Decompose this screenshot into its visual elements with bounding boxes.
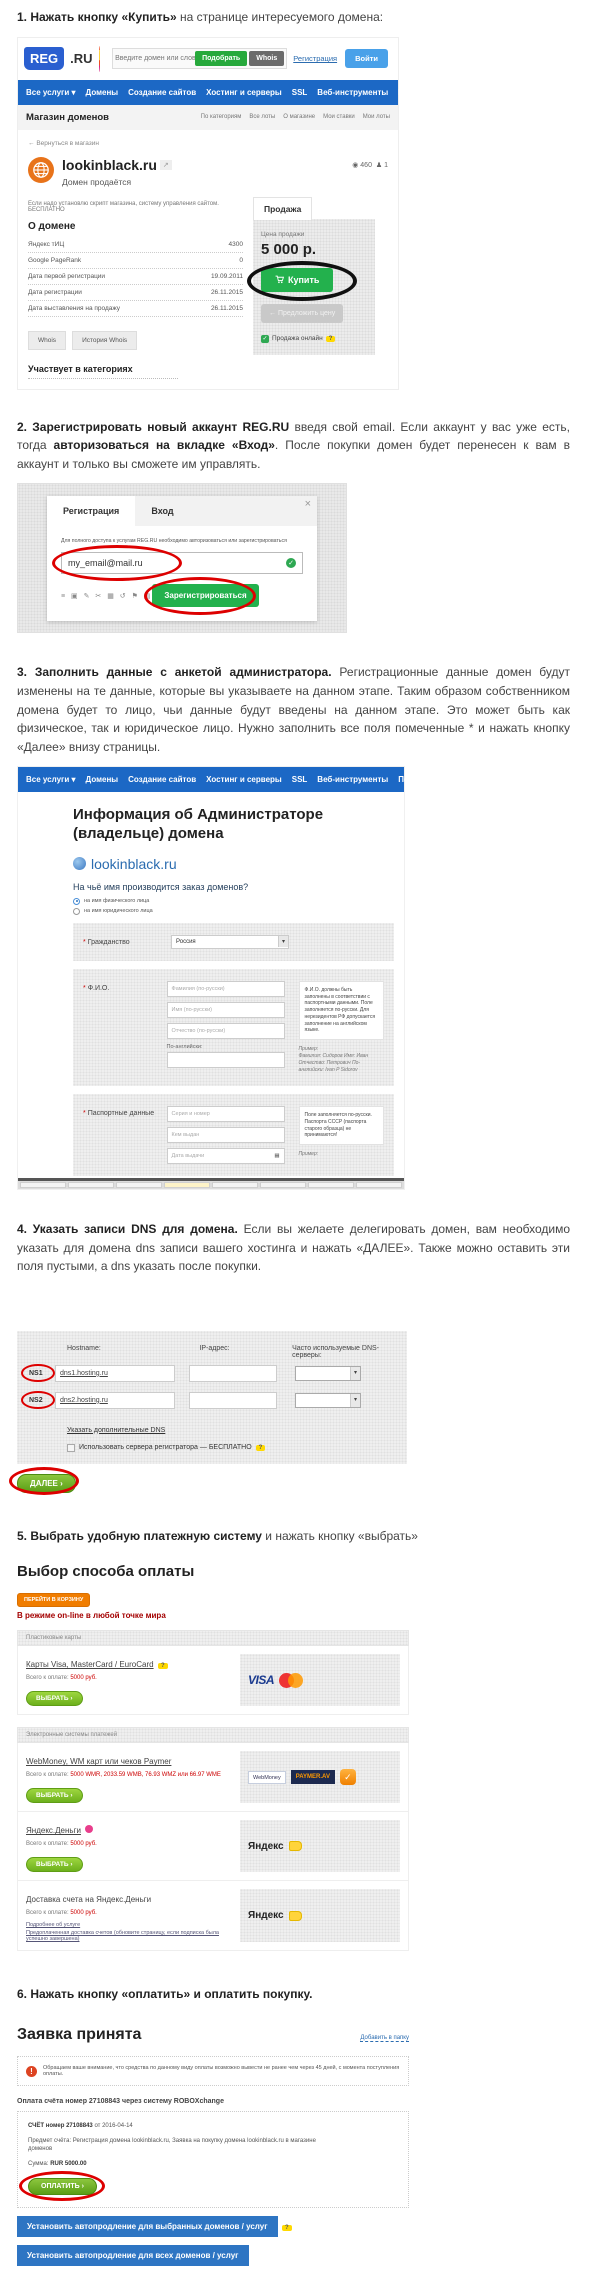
tab-register[interactable]: Регистрация bbox=[47, 496, 135, 526]
table-row bbox=[28, 269, 243, 285]
help-question-icon[interactable]: ? bbox=[256, 1445, 266, 1451]
payment-title: Выбор способа оплаты bbox=[17, 1563, 195, 1581]
yandex-money-icon bbox=[289, 1841, 302, 1851]
ns2-hostname-input[interactable] bbox=[55, 1392, 175, 1409]
radio-company-label: на имя юридического лица bbox=[84, 908, 153, 915]
ns1-value: dns1.hosting.ru bbox=[60, 1369, 108, 1377]
webmoney-method-link[interactable]: WebMoney, WM карт или чеков Paymer bbox=[26, 1757, 172, 1767]
row-label: Дата первой регистрации bbox=[28, 272, 106, 280]
tab-login[interactable]: Вход bbox=[151, 506, 174, 517]
row-label: Дата регистрации bbox=[28, 288, 82, 296]
row-label: Дата выставления на продажу bbox=[28, 304, 121, 312]
globe-glyph bbox=[32, 161, 50, 179]
ns2-value: dns2.hosting.ru bbox=[60, 1396, 108, 1404]
register-link[interactable]: Регистрация bbox=[293, 54, 338, 64]
invoice-amount-line bbox=[28, 2160, 328, 2169]
email-value: my_email@mail.ru bbox=[68, 558, 143, 569]
warning-icon: ! bbox=[26, 2066, 37, 2077]
nav-all-services[interactable]: Все услуги ▾ bbox=[26, 87, 76, 97]
yandex-money-icon bbox=[289, 1911, 302, 1921]
buy-button-label: Купить bbox=[288, 274, 320, 285]
passport-label: Паспортные данные bbox=[87, 1110, 155, 1118]
e-payments-section-label: Электронные системы платежей bbox=[17, 1727, 409, 1743]
admin-domain-name: lookinblack.ru bbox=[91, 855, 177, 872]
online-label: Продажа онлайн bbox=[272, 335, 323, 343]
nav-support-truncated[interactable]: Под bbox=[398, 775, 414, 785]
select-arrow-icon: › bbox=[70, 1792, 73, 1800]
citizenship-value: Россия bbox=[176, 938, 196, 945]
total-value: 5000 руб. bbox=[70, 1841, 97, 1848]
domain-search-input[interactable] bbox=[115, 55, 195, 62]
sale-panel bbox=[253, 197, 375, 379]
next-button[interactable] bbox=[17, 1474, 76, 1493]
invoice-subject-label: Предмет счёта: bbox=[28, 2137, 72, 2144]
go-to-cart-button[interactable]: ПЕРЕЙТИ В КОРЗИНУ bbox=[17, 1593, 90, 1607]
whois-button[interactable]: Whois bbox=[28, 331, 66, 350]
step-2-text bbox=[17, 418, 570, 474]
yandex-money-link[interactable]: Яндекс.Деньги bbox=[26, 1826, 81, 1836]
cropped-table-strip bbox=[18, 1181, 404, 1189]
payment-line: Оплата счёта номер 27108843 через систему ROBOXchange bbox=[17, 2098, 224, 2106]
views-icon: ◉ bbox=[352, 161, 359, 169]
fio-help-text: Ф.И.О. должны быть заполнены в соответствии с паспортными данными. Поле заполняется по-русски. Для нерезидентов РФ допускается заполнение на английском языке. bbox=[299, 981, 384, 1040]
mastercard-logo-icon bbox=[279, 1673, 303, 1688]
row-label: Яндекс тИЦ bbox=[28, 240, 65, 248]
pay-button-label: ОПЛАТИТЬ bbox=[41, 2182, 80, 2190]
anniversary-badge-icon bbox=[99, 46, 101, 72]
invoice-date-prefix: от bbox=[94, 2123, 101, 2130]
subnav-about-shop[interactable]: О магазине bbox=[283, 114, 316, 121]
total-value: 5000 руб. bbox=[70, 1675, 97, 1682]
nav-domains[interactable]: Домены bbox=[85, 775, 119, 785]
paymer-logo: PAYMER.AV bbox=[291, 1770, 335, 1784]
person-icon: ♟ bbox=[375, 161, 383, 169]
shop-title: Магазин доменов bbox=[26, 111, 110, 123]
total-value: 5000 WMR, 2033.59 WMB, 76.93 WMZ или 66.97 WME bbox=[70, 1772, 221, 1779]
step-1-text bbox=[17, 8, 570, 27]
fio-label: Ф.И.О. bbox=[87, 984, 110, 992]
total-label: Всего к оплате: bbox=[26, 1675, 69, 1682]
bids-count: 1 bbox=[384, 161, 388, 169]
total-label: Всего к оплате: bbox=[26, 1772, 69, 1779]
registrar-servers-checkbox[interactable] bbox=[67, 1444, 75, 1452]
yandex-logo: Яндекс bbox=[248, 1840, 284, 1852]
step-1-rest: на странице интересуемого домена: bbox=[176, 10, 384, 24]
main-nav bbox=[18, 767, 414, 792]
select-webmoney-button[interactable] bbox=[26, 1788, 83, 1803]
close-icon[interactable]: × bbox=[304, 498, 311, 511]
domain-stats bbox=[352, 157, 388, 169]
warning-box bbox=[17, 2056, 409, 2086]
step-1-bold: 1. Нажать кнопку «Купить» bbox=[17, 10, 177, 24]
invoice-title: Заявка принята bbox=[17, 2026, 142, 2044]
hostname-column-label: Hostname: bbox=[67, 1344, 101, 1352]
registrar-servers-label: Использовать сервера регистратора — БЕСПЛАТНО bbox=[79, 1444, 252, 1452]
whois-header-button[interactable]: Whois bbox=[249, 51, 284, 66]
add-to-folder-link[interactable]: Добавить в папку bbox=[360, 2035, 409, 2042]
email-field[interactable] bbox=[61, 552, 303, 574]
table-row bbox=[28, 253, 243, 269]
regru-logo: REG bbox=[24, 47, 64, 70]
regru-logo-suffix: .RU bbox=[70, 51, 93, 67]
admin-form-title: Информация об Администраторе (владельце) домена bbox=[73, 806, 324, 843]
visa-logo: VISA bbox=[248, 1673, 275, 1688]
visa-method-link[interactable]: Карты Visa, MasterCard / EuroCard bbox=[26, 1660, 154, 1670]
table-row bbox=[28, 285, 243, 301]
next-arrow-icon: › bbox=[60, 1478, 63, 1488]
nav-hosting[interactable]: Хостинг и серверы bbox=[206, 775, 282, 785]
chevron-down-icon: ▾ bbox=[350, 1394, 360, 1407]
invoice-amount-label: Сумма: bbox=[28, 2161, 49, 2168]
step-6-bold: 6. Нажать кнопку «оплатить» и оплатить покупку. bbox=[17, 1987, 313, 2002]
pay-button[interactable] bbox=[28, 2178, 97, 2195]
offer-price-button[interactable] bbox=[261, 304, 343, 323]
passport-example-title: Пример: bbox=[298, 1151, 319, 1158]
payment-row-yandex bbox=[17, 1812, 409, 1881]
extra-dns-link[interactable]: Указать дополнительные DNS bbox=[67, 1426, 166, 1434]
back-link-label: Вернуться в магазин bbox=[36, 139, 99, 147]
fio-box bbox=[73, 969, 394, 1086]
ns2-label bbox=[29, 1397, 55, 1404]
screenshot-dns-form bbox=[17, 1331, 407, 1493]
buy-button[interactable] bbox=[261, 268, 333, 292]
valid-check-icon: ✓ bbox=[286, 558, 296, 568]
ns1-hostname-input[interactable] bbox=[55, 1365, 175, 1382]
common-dns-column-label: Часто используемые DNS-серверы: bbox=[292, 1344, 379, 1359]
row-value: 26.11.2015 bbox=[210, 288, 243, 296]
step-2-bold: 2. Зарегистрировать новый аккаунт REG.RU bbox=[17, 419, 290, 434]
nav-site-builder[interactable]: Создание сайтов bbox=[128, 775, 197, 785]
order-name-question: На чьё имя производится заказ доменов? bbox=[73, 881, 249, 892]
yandex-logo: Яндекс bbox=[248, 1910, 284, 1922]
step-2-bold2: авторизоваться на вкладке «Вход» bbox=[53, 438, 275, 453]
webmoney-logo-text: WebMoney bbox=[253, 1774, 281, 1781]
row-value: 4300 bbox=[228, 240, 243, 248]
external-link-icon[interactable]: ↗ bbox=[160, 160, 172, 170]
invoice-number: 27108843 bbox=[66, 2123, 93, 2130]
prepaid-delivery-link[interactable]: Предоплаченная доставка счетов (обновите страницу, если подписка была успешно завершена) bbox=[26, 1930, 219, 1943]
chevron-down-icon: ▾ bbox=[278, 936, 288, 947]
total-label: Всего к оплате: bbox=[26, 1910, 69, 1917]
about-domain-title: О домене bbox=[28, 220, 76, 232]
invoice-subject: Регистрация домена lookinblack.ru, Заявка на покупку домена lookinblack.ru в магазине доменов bbox=[28, 2137, 316, 2153]
ip-column-label: IP-адрес: bbox=[199, 1344, 230, 1352]
nav-webtools[interactable]: Веб-инструменты bbox=[317, 87, 389, 97]
payment-row-yandex-invoice bbox=[17, 1881, 409, 1951]
ns2-ip-input[interactable] bbox=[189, 1392, 277, 1409]
register-submit-button[interactable]: Зарегистрироваться bbox=[152, 584, 258, 607]
screenshot-domain-page bbox=[17, 37, 443, 390]
webmoney-logo bbox=[248, 1771, 286, 1784]
required-asterisk: * bbox=[83, 938, 86, 946]
invoice-amount: RUR 5000.00 bbox=[50, 2161, 87, 2168]
citizenship-box bbox=[73, 923, 394, 961]
citizenship-select[interactable] bbox=[171, 935, 289, 949]
ns2-dns-select[interactable] bbox=[295, 1393, 361, 1408]
lastname-input[interactable]: Фамилия (по-русски) bbox=[167, 981, 285, 997]
price-label: Цена продажи bbox=[261, 230, 305, 238]
total-value: 5000 руб. bbox=[70, 1910, 97, 1917]
radio-company[interactable] bbox=[73, 908, 80, 915]
auth-note: Для полного доступа к услугам REG.RU необходимо авторизоваться или зарегистрироваться bbox=[61, 538, 287, 545]
autorenew-all-button[interactable]: Установить автопродление для всех доменов / услуг bbox=[17, 2245, 249, 2266]
ns1-text: NS1 bbox=[29, 1369, 43, 1377]
nav-webtools[interactable]: Веб-инструменты bbox=[317, 775, 389, 785]
invoice-number-label: СЧЁТ номер bbox=[28, 2123, 65, 2130]
required-asterisk: * bbox=[83, 984, 86, 992]
screenshot-register-modal bbox=[17, 483, 347, 633]
step-4-text bbox=[17, 1220, 570, 1276]
sale-tab[interactable]: Продажа bbox=[253, 197, 312, 220]
whois-history-button[interactable]: История Whois bbox=[72, 331, 137, 350]
about-service-link[interactable]: Подробнее об услуге bbox=[26, 1922, 81, 1929]
step-4-bold: 4. Указать записи DNS для домена. bbox=[17, 1222, 238, 1237]
login-button[interactable]: Войти bbox=[345, 49, 388, 68]
ns1-label bbox=[29, 1370, 55, 1377]
nav-support[interactable]: Поддержка bbox=[398, 87, 443, 97]
step-6-text bbox=[17, 1985, 570, 2004]
step-5-text bbox=[17, 1527, 570, 1546]
nav-domains[interactable]: Домены bbox=[85, 87, 119, 97]
row-value: 19.09.2011 bbox=[210, 272, 243, 280]
passport-help-text: Поле заполняется по-русски. Паспорта СССР (паспорта старого образца) не принимаются! bbox=[299, 1106, 384, 1145]
fio-en-label: По-английски: bbox=[166, 1043, 203, 1050]
row-label: Google PageRank bbox=[28, 256, 82, 264]
online-note: В режиме on-line в любой точке мира bbox=[17, 1611, 166, 1621]
pay-arrow-icon: › bbox=[81, 2182, 85, 2190]
nav-site-builder[interactable]: Создание сайтов bbox=[128, 87, 197, 97]
ns2-text: NS2 bbox=[29, 1396, 43, 1404]
domain-name: lookinblack.ru bbox=[62, 156, 157, 173]
categories-title: Участвует в категориях bbox=[28, 364, 178, 379]
radio-person-label: на имя физического лица bbox=[84, 898, 150, 905]
subnav-all-lots[interactable]: Все лоты bbox=[249, 114, 276, 121]
step-4-rest: Если вы желаете делегировать домен, вам необходимо указать для домена dns записи вашего хостинга и нажать «ДАЛЕЕ». Также можно оставить эти поля пустыми, а dns указать после покупки. bbox=[17, 1222, 570, 1274]
subnav-my-lots[interactable]: Мои лоты bbox=[362, 114, 390, 121]
domain-status: Домен продаётся bbox=[62, 176, 132, 187]
step-5-rest: и нажать кнопку «выбрать» bbox=[261, 1528, 418, 1543]
middlename-input[interactable]: Отчество (по-русски) bbox=[167, 1023, 285, 1039]
site-header bbox=[18, 38, 398, 80]
offer-arrow-icon: ← bbox=[269, 309, 276, 317]
select-visa-button[interactable] bbox=[26, 1691, 83, 1706]
autorenew-selected-button[interactable]: Установить автопродление для выбранных доменов / услуг bbox=[17, 2216, 278, 2237]
select-label: ВЫБРАТЬ bbox=[36, 1861, 69, 1869]
auth-tabs bbox=[47, 496, 317, 526]
seller-description: Если надо установлю скрипт магазина, систему управления сайтом. БЕСПЛАТНО bbox=[28, 200, 219, 213]
back-arrow-icon: ← bbox=[28, 139, 35, 147]
payment-row-webmoney bbox=[17, 1743, 409, 1812]
payment-row-visa bbox=[17, 1646, 409, 1715]
step-3-bold: 3. Заполнить данные с анкетой администратора. bbox=[17, 665, 332, 680]
next-button-label: ДАЛЕЕ bbox=[30, 1478, 58, 1488]
fio-example-title: Пример: bbox=[298, 1046, 319, 1053]
nav-ssl[interactable]: SSL bbox=[291, 775, 308, 785]
verified-check-icon: ✓ bbox=[340, 1769, 356, 1785]
domain-globe-icon bbox=[28, 157, 54, 183]
main-nav bbox=[18, 80, 443, 105]
nav-all-services[interactable]: Все услуги ▾ bbox=[26, 775, 76, 785]
editor-toolbar-icons: ≡ ▣ ✎ ✂ ▦ ↺ ⚑ ▤ bbox=[61, 592, 153, 600]
nav-ssl[interactable]: SSL bbox=[291, 87, 308, 97]
cards-section-label: Пластиковые карты bbox=[17, 1630, 409, 1646]
help-question-icon[interactable]: ? bbox=[282, 2225, 292, 2231]
row-value: 0 bbox=[239, 256, 243, 264]
required-asterisk: * bbox=[83, 1110, 86, 1118]
passport-box bbox=[73, 1094, 394, 1176]
select-yandex-button[interactable] bbox=[26, 1857, 83, 1872]
step-2-rest2: . После покупки домен будет перенесен к вам в аккаунт и только вы сможете им управлять. bbox=[17, 438, 570, 471]
help-question-icon[interactable]: ? bbox=[326, 336, 336, 342]
yandex-invoice-title: Доставка счета на Яндекс.Деньги bbox=[26, 1895, 152, 1905]
ns1-ip-input[interactable] bbox=[189, 1365, 277, 1382]
help-question-icon[interactable]: ? bbox=[158, 1663, 168, 1669]
warning-text: Обращаем ваше внимание, что средства по данному виду оплаты возможно вывести не ранее чем через 45 дней, с момента поступления оплаты. bbox=[43, 2065, 400, 2078]
row-value: 26.11.2015 bbox=[210, 304, 243, 312]
step-2-rest: введя свой email. Если аккаунт у вас уже есть, тогда bbox=[17, 419, 571, 453]
screenshot-payment bbox=[17, 1563, 409, 1951]
passport-date-input[interactable] bbox=[167, 1148, 285, 1164]
radio-person[interactable] bbox=[73, 898, 80, 905]
yandex-money-badge-icon bbox=[85, 1825, 93, 1833]
citizenship-label: Гражданство bbox=[87, 938, 130, 946]
chevron-down-icon: ▾ bbox=[350, 1367, 360, 1380]
invoice-subject-line bbox=[28, 2137, 328, 2154]
ns1-dns-select[interactable] bbox=[295, 1366, 361, 1381]
select-label: ВЫБРАТЬ bbox=[36, 1792, 69, 1800]
subnav-categories[interactable]: По категориям bbox=[200, 114, 242, 121]
auth-modal bbox=[47, 496, 317, 621]
views-count: 460 bbox=[360, 161, 372, 169]
fio-en-input[interactable] bbox=[167, 1052, 285, 1068]
invoice-box bbox=[17, 2111, 409, 2208]
search-submit-button[interactable]: Подобрать bbox=[195, 51, 247, 66]
step-5-bold: 5. Выбрать удобную платежную систему bbox=[17, 1528, 262, 1543]
select-arrow-icon: › bbox=[70, 1861, 73, 1869]
invoice-date: 2016-04-14 bbox=[102, 2123, 133, 2130]
price-value: 5 000 р. bbox=[261, 240, 317, 258]
online-check-icon: ✓ bbox=[262, 336, 268, 343]
table-row bbox=[28, 237, 243, 253]
screenshot-admin-form bbox=[17, 766, 414, 1190]
firstname-input[interactable]: Имя (по-русски) bbox=[167, 1002, 285, 1018]
back-to-shop-link[interactable] bbox=[18, 130, 398, 151]
invoice-number-line bbox=[28, 2122, 328, 2131]
table-row bbox=[28, 301, 243, 317]
cart-icon bbox=[275, 275, 284, 284]
offer-label: Предложить цену bbox=[277, 309, 336, 317]
step-3-text bbox=[17, 663, 570, 756]
fio-example-text: Фамилия: Сидоров Имя: Иван Отчество: Петрович По-английски: Ivan P Sidorov bbox=[298, 1053, 369, 1074]
total-label: Всего к оплате: bbox=[26, 1841, 69, 1848]
passport-date-placeholder: Дата выдачи bbox=[171, 1153, 205, 1160]
nav-hosting[interactable]: Хостинг и серверы bbox=[206, 87, 282, 97]
globe-icon bbox=[73, 857, 86, 870]
domain-search-box bbox=[112, 48, 287, 69]
step-3-rest: Регистрационные данные домен будут изменены на те данные, которые вы указываете на данном этапе. Таким образом собственником домена будет то лицо, чьи данные будут введены на данном этапе. Это может быть как физическое, так и юридическое лицо. Нужно заполнить все поля помеченные * и нажать кнопку «Далее» внизу страницы. bbox=[17, 665, 570, 754]
calendar-icon[interactable]: ▦ bbox=[274, 1153, 280, 1160]
select-label: ВЫБРАТЬ bbox=[36, 1695, 69, 1703]
shop-subnav bbox=[18, 105, 398, 130]
subnav-my-bids[interactable]: Мои ставки bbox=[323, 114, 355, 121]
select-arrow-icon: › bbox=[70, 1695, 73, 1703]
screenshot-invoice bbox=[17, 2026, 409, 2266]
passport-number-input[interactable]: Серия и номер bbox=[167, 1106, 285, 1122]
passport-issuer-input[interactable]: Кем выдан bbox=[167, 1127, 285, 1143]
